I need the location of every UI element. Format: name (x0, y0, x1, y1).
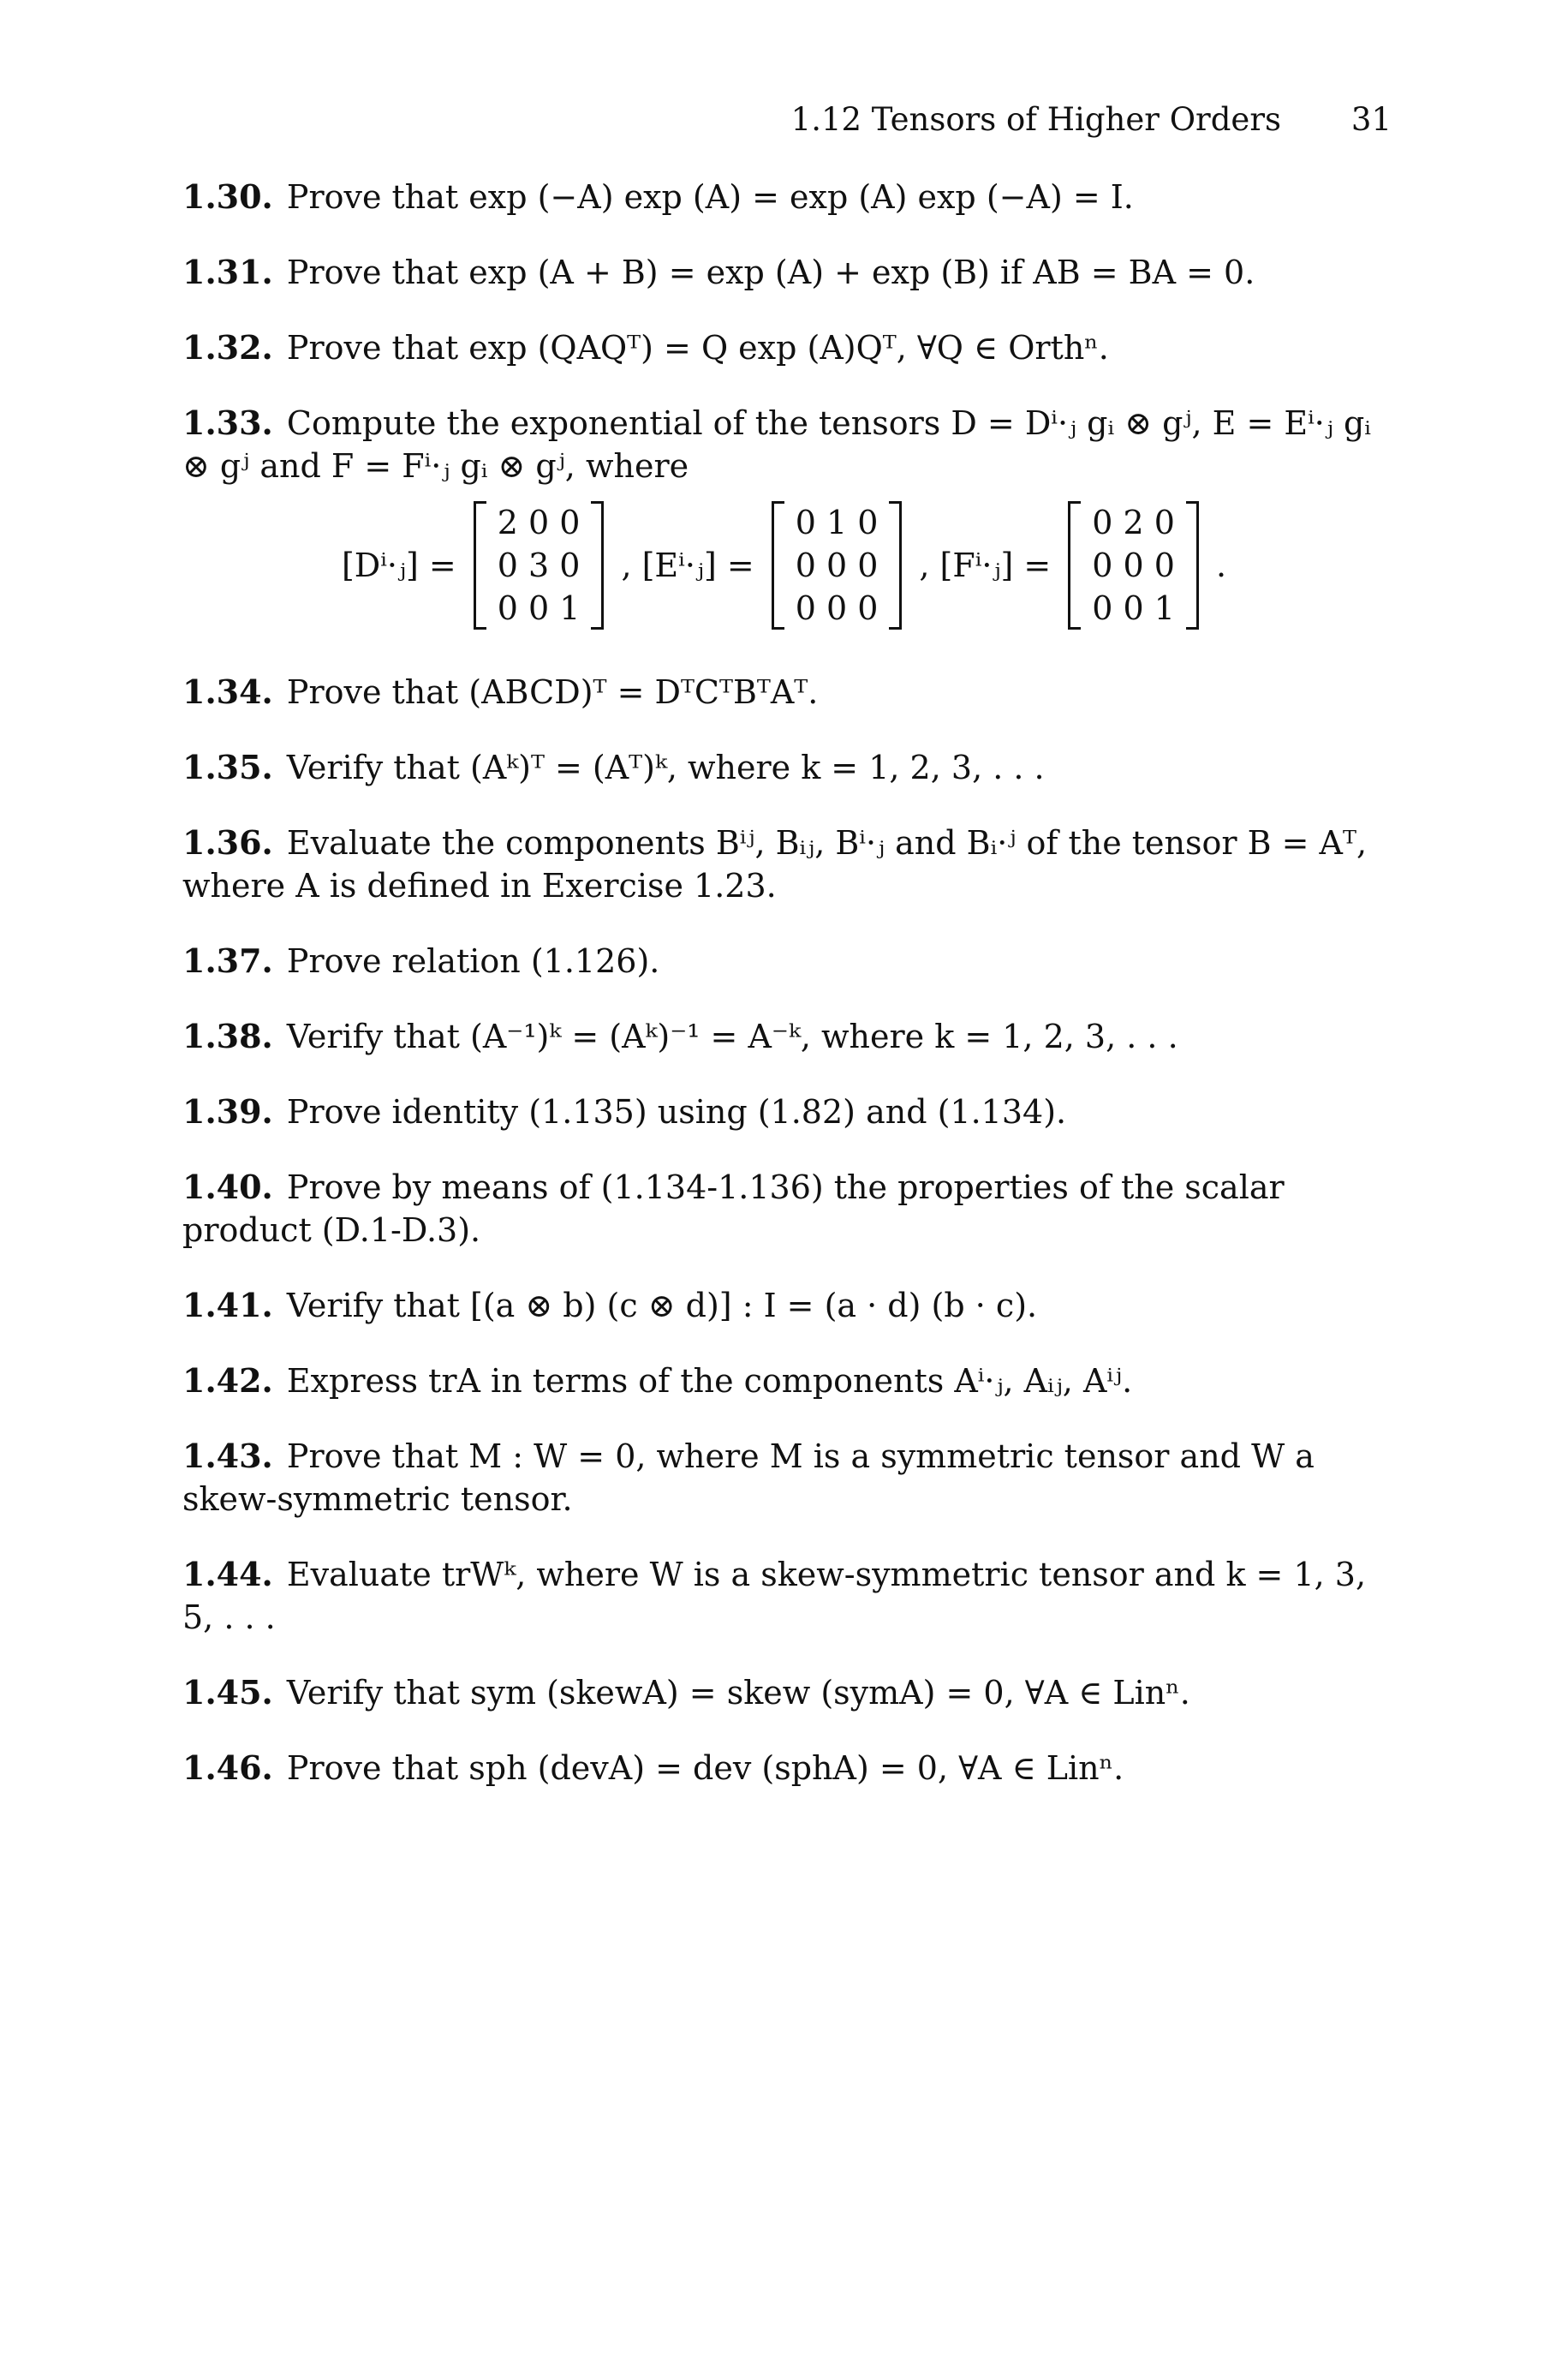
exercise-1-46 (182, 1747, 1386, 1789)
matrix-end-period: . (1215, 547, 1227, 584)
exercise-1-34 (182, 671, 1386, 714)
exercise-number: 1.34. (182, 672, 273, 711)
exercise-number: 1.32. (182, 328, 273, 367)
exercise-1-33 (182, 402, 1386, 487)
exercise-text: Evaluate the components Bⁱʲ, Bᵢⱼ, Bⁱ·ⱼ and Bᵢ·ʲ of the tensor B = Aᵀ, where A is defined in Exercise 1.23. (182, 824, 1368, 905)
exercise-number: 1.39. (182, 1092, 273, 1131)
exercise-text: Prove that M : W = 0, where M is a symmetric tensor and W a skew-symmetric tensor. (182, 1437, 1315, 1518)
exercise-number: 1.44. (182, 1555, 273, 1593)
exercise-text: Prove that sph (devA) = dev (sphA) = 0, ∀A ∈ Linⁿ. (286, 1749, 1124, 1787)
exercise-1-38 (182, 1015, 1386, 1058)
exercise-1-39 (182, 1090, 1386, 1133)
exercise-number: 1.37. (182, 941, 273, 980)
exercise-number: 1.31. (182, 253, 273, 291)
exercise-text: Prove identity (1.135) using (1.82) and (1.134). (286, 1093, 1067, 1131)
exercise-1-30 (182, 176, 1386, 218)
exercise-1-35 (182, 746, 1386, 789)
matrix-e-label: , [Eⁱ·ⱼ] = (621, 547, 754, 584)
exercise-number: 1.33. (182, 403, 273, 442)
exercise-text: Prove that (ABCD)ᵀ = DᵀCᵀBᵀAᵀ. (286, 673, 819, 711)
exercise-text: Evaluate trWᵏ, where W is a skew-symmetric tensor and k = 1, 3, 5, . . . (182, 1556, 1367, 1636)
exercise-1-32 (182, 326, 1386, 369)
matrix-row: 0 3 0 (497, 547, 581, 584)
exercise-1-40 (182, 1166, 1386, 1252)
section-title: 1.12 Tensors of Higher Orders (790, 101, 1281, 138)
exercise-1-44 (182, 1553, 1386, 1639)
exercise-number: 1.45. (182, 1673, 273, 1712)
exercise-text: Verify that (A⁻¹)ᵏ = (Aᵏ)⁻¹ = A⁻ᵏ, where k = 1, 2, 3, . . . (286, 1018, 1178, 1055)
exercise-number: 1.41. (182, 1286, 273, 1324)
exercise-number: 1.35. (182, 748, 273, 786)
exercise-1-36 (182, 822, 1386, 907)
exercise-number: 1.38. (182, 1017, 273, 1055)
exercise-list (182, 176, 1386, 1822)
exercise-1-41 (182, 1284, 1386, 1327)
exercise-text: Prove that exp (QAQᵀ) = Q exp (A)Qᵀ, ∀Q ∈ Orthⁿ. (286, 329, 1109, 367)
matrix-e (772, 501, 903, 630)
exercise-number: 1.42. (182, 1361, 273, 1400)
exercise-text: Verify that [(a ⊗ b) (c ⊗ d)] : I = (a · d) (b · c). (286, 1287, 1038, 1324)
exercise-text: Prove relation (1.126). (286, 942, 660, 980)
matrix-d-label: [Dⁱ·ⱼ] = (341, 547, 456, 584)
running-header (0, 101, 1568, 144)
exercise-text: Prove that exp (−A) exp (A) = exp (A) exp (−A) = I. (286, 178, 1134, 216)
matrix-equation (182, 501, 1386, 630)
exercise-number: 1.40. (182, 1168, 273, 1206)
matrix-row: 0 0 0 (795, 547, 879, 584)
matrix-row: 2 0 0 (497, 504, 581, 541)
exercise-text: Verify that sym (skewA) = skew (symA) = 0, ∀A ∈ Linⁿ. (286, 1674, 1190, 1712)
matrix-d (474, 501, 605, 630)
exercise-text: Express trA in terms of the components Aⁱ·ⱼ, Aᵢⱼ, Aⁱʲ. (286, 1362, 1133, 1400)
exercise-1-43 (182, 1435, 1386, 1521)
matrix-row: 0 0 1 (497, 589, 581, 627)
matrix-row: 0 2 0 (1092, 504, 1175, 541)
exercise-text: Compute the exponential of the tensors D = Dⁱ·ⱼ gᵢ ⊗ gʲ, E = Eⁱ·ⱼ gᵢ ⊗ gʲ and F = Fⁱ·ⱼ gᵢ ⊗ gʲ, where (182, 404, 1371, 485)
exercise-number: 1.36. (182, 823, 273, 862)
exercise-text: Verify that (Aᵏ)ᵀ = (Aᵀ)ᵏ, where k = 1, 2, 3, . . . (286, 749, 1045, 786)
matrix-f (1068, 501, 1199, 630)
matrix-row: 0 1 0 (795, 504, 879, 541)
exercise-1-42 (182, 1359, 1386, 1402)
matrix-row: 0 0 0 (1092, 547, 1175, 584)
matrix-row: 0 0 1 (1092, 589, 1175, 627)
page-number: 31 (1350, 101, 1392, 138)
exercise-1-45 (182, 1671, 1386, 1714)
exercise-1-31 (182, 251, 1386, 294)
matrix-f-label: , [Fⁱ·ⱼ] = (919, 547, 1052, 584)
exercise-number: 1.46. (182, 1748, 273, 1787)
exercise-text: Prove by means of (1.134-1.136) the properties of the scalar product (D.1-D.3). (182, 1168, 1285, 1249)
exercise-number: 1.43. (182, 1437, 273, 1475)
matrix-row: 0 0 0 (795, 589, 879, 627)
exercise-text: Prove that exp (A + B) = exp (A) + exp (B) if AB = BA = 0. (286, 254, 1255, 291)
exercise-1-37 (182, 940, 1386, 983)
exercise-number: 1.30. (182, 177, 273, 216)
